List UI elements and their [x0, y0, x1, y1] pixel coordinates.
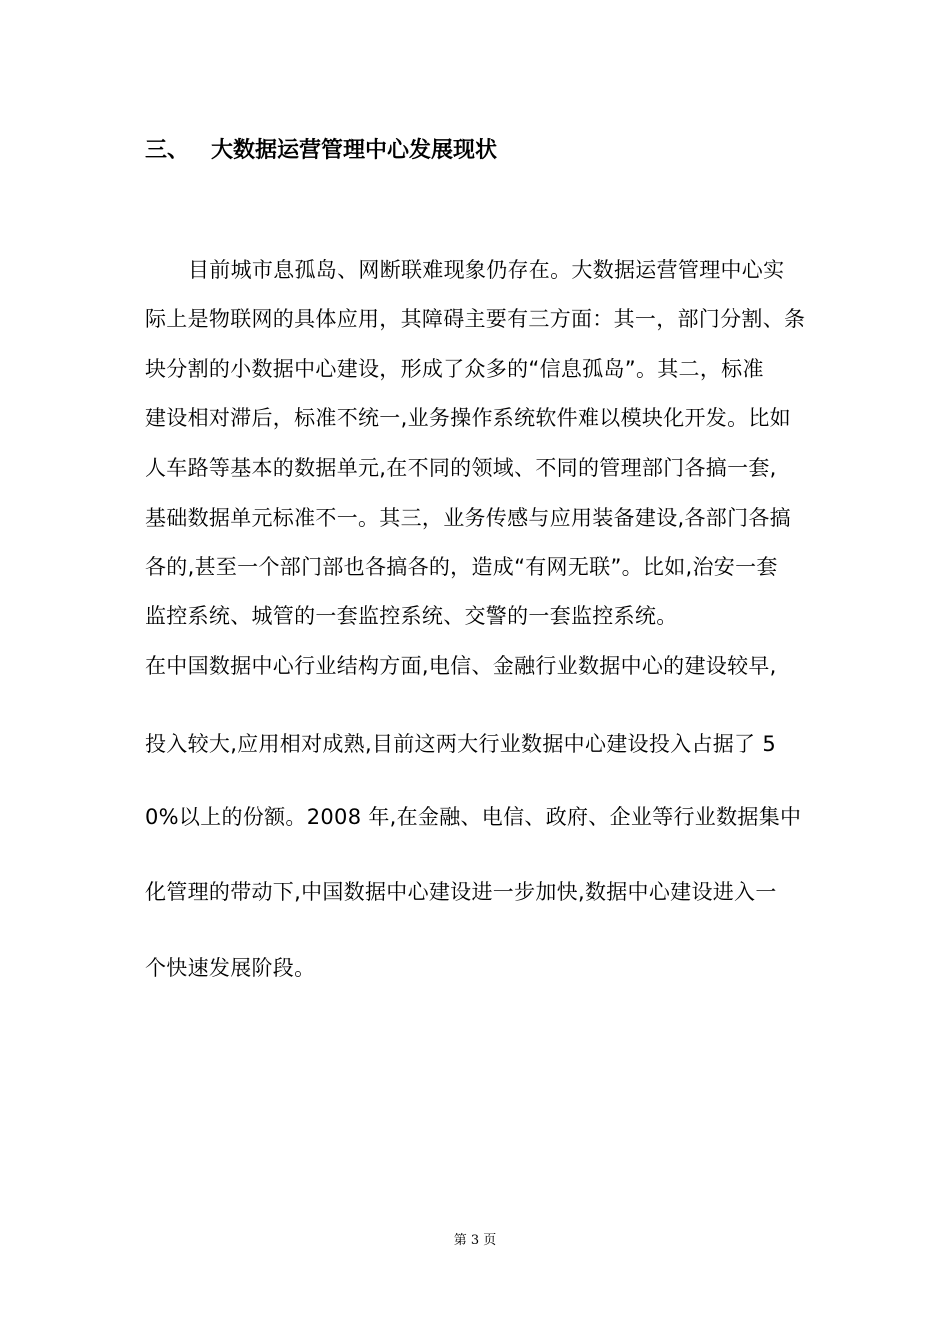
- paragraph-1-line: 人车路等基本的数据单元,在不同的领域、不同的管理部门各搞一套,: [145, 456, 777, 480]
- paragraph-1-line: 际上是物联网的具体应用，其障碍主要有三方面：其一，部门分割、条: [145, 307, 806, 331]
- paragraph-1-line: 各的,甚至一个部门部也各搞各的，造成“有网无联”。比如,治安一套: [145, 555, 778, 579]
- paragraph-2-line: 投入较大,应用相对成熟,目前这两大行业数据中心建设投入占据了 5: [145, 732, 776, 756]
- paragraph-2-line: 在中国数据中心行业结构方面,电信、金融行业数据中心的建设较早,: [145, 654, 777, 678]
- paragraph-1-line: 基础数据单元标准不一。其三，业务传感与应用装备建设,各部门各搞: [145, 506, 791, 530]
- page-number-footer: 第 3 页: [453, 1233, 497, 1248]
- section-title: 大数据运营管理中心发展现状: [211, 138, 498, 163]
- paragraph-2-line: 0%以上的份额。2008 年,在金融、电信、政府、企业等行业数据集中: [145, 805, 802, 829]
- section-number: 三、: [145, 138, 190, 163]
- paragraph-1-line: 监控系统、城管的一套监控系统、交警的一套监控系统。: [145, 604, 678, 628]
- paragraph-1-line: 块分割的小数据中心建设，形成了众多的“信息孤岛”。其二，标准: [145, 357, 764, 381]
- paragraph-1-line: 目前城市息孤岛、网断联难现象仍存在。大数据运营管理中心实: [188, 258, 785, 282]
- paragraph-2-line: 化管理的带动下,中国数据中心建设进一步加快,数据中心建设进入一: [145, 880, 777, 904]
- paragraph-1-line: 建设相对滞后，标准不统一,业务操作系统软件难以模块化开发。比如: [145, 406, 791, 430]
- section-heading: [145, 136, 497, 166]
- paragraph-2-line: 个快速发展阶段。: [145, 956, 316, 980]
